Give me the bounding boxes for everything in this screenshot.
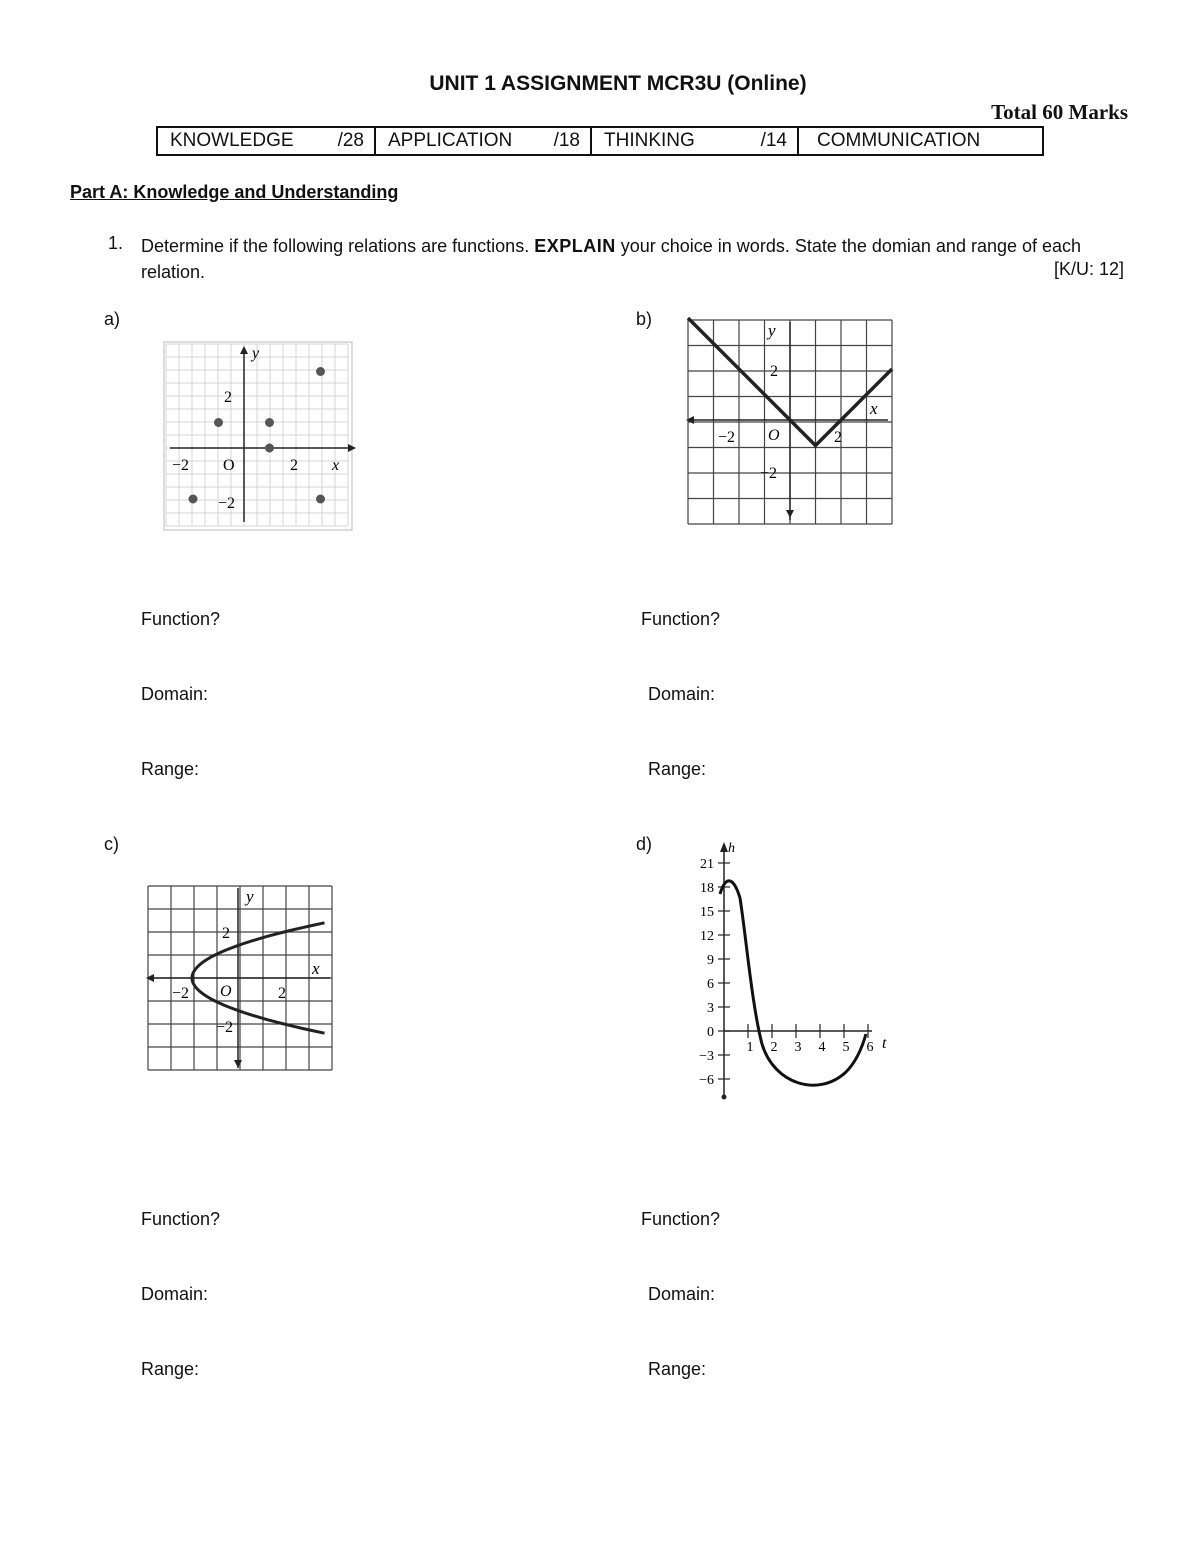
- graph-d-h-label: h: [728, 841, 735, 856]
- question-emphasis: EXPLAIN: [534, 236, 616, 256]
- graph-d-x-tick: 2: [770, 1040, 778, 1055]
- graph-d-x-tick: 6: [866, 1040, 874, 1055]
- graph-d-x-tick: 5: [842, 1040, 850, 1055]
- graph-d-y-tick: 0: [707, 1025, 714, 1040]
- marks-category: COMMUNICATION: [817, 130, 981, 151]
- answer-a-domain: Domain:: [141, 684, 209, 704]
- marks-score: /28: [337, 130, 364, 151]
- graph-b-x-label: x: [870, 399, 878, 418]
- graph-c-tick-y-neg2: −2: [216, 1019, 234, 1036]
- graph-d-x-tick: 4: [818, 1040, 826, 1055]
- document-title: UNIT 1 ASSIGNMENT MCR3U (Online): [429, 72, 807, 95]
- graph-a-origin: O: [223, 457, 235, 474]
- answer-b-domain: Domain:: [648, 684, 716, 704]
- scatter-point: [214, 418, 223, 427]
- graph-a-tick-y-2: 2: [224, 389, 232, 406]
- graph-d-y-tick: 9: [707, 953, 714, 968]
- answer-d-range: Range:: [648, 1359, 707, 1379]
- graph-d-height-time: [680, 836, 900, 1104]
- graph-b-tick-x-2: 2: [834, 429, 842, 446]
- graph-d-y-tick: 3: [707, 1001, 714, 1016]
- graph-b-origin: O: [768, 427, 780, 444]
- graph-c-label: c): [104, 834, 119, 854]
- graph-b-label: b): [636, 309, 653, 329]
- marks-cell-thinking: [592, 128, 799, 154]
- graph-c-x-arrow: [146, 974, 154, 982]
- graph-d-y-tick: −6: [699, 1073, 714, 1088]
- answer-a-function: Function?: [141, 609, 221, 629]
- graph-d-x-tick: 1: [746, 1040, 754, 1055]
- answer-b-range: Range:: [648, 759, 707, 779]
- question-marks: [K/U: 12]: [1053, 259, 1124, 279]
- graph-a-tick-y-neg2: −2: [218, 495, 236, 512]
- graph-b-y-arrow: [786, 510, 794, 518]
- scatter-point: [316, 367, 325, 376]
- marks-category: APPLICATION: [388, 130, 513, 151]
- answer-d-function: Function?: [641, 1209, 721, 1229]
- answer-c-function: Function?: [141, 1209, 221, 1229]
- graph-c-y-arrow: [234, 1060, 242, 1068]
- graph-b-tick-x-neg2: −2: [718, 429, 736, 446]
- graph-a-tick-x-neg2: −2: [172, 457, 190, 474]
- question-text: [141, 233, 1091, 285]
- scatter-point: [316, 495, 325, 504]
- graph-d-label: d): [636, 834, 653, 854]
- marks-cell-knowledge: [158, 128, 376, 154]
- graph-c-x-label: x: [312, 959, 320, 978]
- answer-b-function: Function?: [641, 609, 721, 629]
- graph-d-y-tick: 21: [700, 857, 714, 872]
- graph-b-tick-y-neg2: −2: [760, 465, 778, 482]
- answer-a-range: Range:: [141, 759, 200, 779]
- marks-cell-application: [376, 128, 592, 154]
- part-a-heading: Part A: Knowledge and Understanding: [70, 182, 399, 202]
- marks-category: THINKING: [604, 130, 695, 151]
- graph-c-tick-x-2: 2: [278, 985, 286, 1002]
- graph-d-x-tick: 3: [794, 1040, 802, 1055]
- scatter-point: [265, 418, 274, 427]
- answer-d-domain: Domain:: [648, 1284, 716, 1304]
- graph-c-tick-x-neg2: −2: [172, 985, 190, 1002]
- graph-d-y-tick: 15: [700, 905, 714, 920]
- scatter-point: [265, 444, 274, 453]
- scatter-point: [189, 495, 198, 504]
- graph-c-parabola: [144, 882, 336, 1076]
- graph-a-x-label: x: [332, 457, 340, 474]
- marks-table: [156, 126, 1044, 156]
- marks-score: /18: [553, 130, 580, 151]
- graph-a-tick-x-2: 2: [290, 457, 298, 474]
- graph-d-h-arrow: [720, 842, 728, 852]
- graph-b-absolute-value: [684, 316, 896, 528]
- graph-b-tick-y-2: 2: [770, 363, 778, 380]
- graph-c-tick-y-2: 2: [222, 925, 230, 942]
- marks-cell-communication: [799, 128, 1042, 154]
- graph-b-x-arrow: [686, 416, 694, 424]
- answer-c-domain: Domain:: [141, 1284, 209, 1304]
- question-text-before: Determine if the following relations are functions.: [141, 236, 530, 256]
- graph-d-y-tick: 6: [707, 977, 714, 992]
- graph-b-y-label: y: [768, 321, 776, 340]
- answer-c-range: Range:: [141, 1359, 200, 1379]
- graph-a-scatter: [160, 338, 360, 538]
- graph-d-y-tick: 12: [700, 929, 714, 944]
- graph-d-t-label: t: [882, 1035, 887, 1052]
- marks-category: KNOWLEDGE: [170, 130, 294, 151]
- graph-a-y-label: y: [252, 345, 260, 362]
- graph-d-y-tick: −3: [699, 1049, 714, 1064]
- question-number: 1.: [108, 233, 124, 253]
- graph-d-y-tick: 18: [700, 881, 714, 896]
- graph-a-label: a): [104, 309, 121, 329]
- graph-d-axis-end: [722, 1095, 727, 1100]
- total-marks: Total 60 Marks: [991, 100, 1128, 124]
- graph-c-origin: O: [220, 983, 232, 1000]
- question-text-after: your choice in words. State the domian and range of each relation.: [141, 236, 1082, 282]
- graph-c-y-label: y: [246, 887, 254, 906]
- marks-score: /14: [760, 130, 787, 151]
- graph-d-y-ticks: [699, 857, 714, 1088]
